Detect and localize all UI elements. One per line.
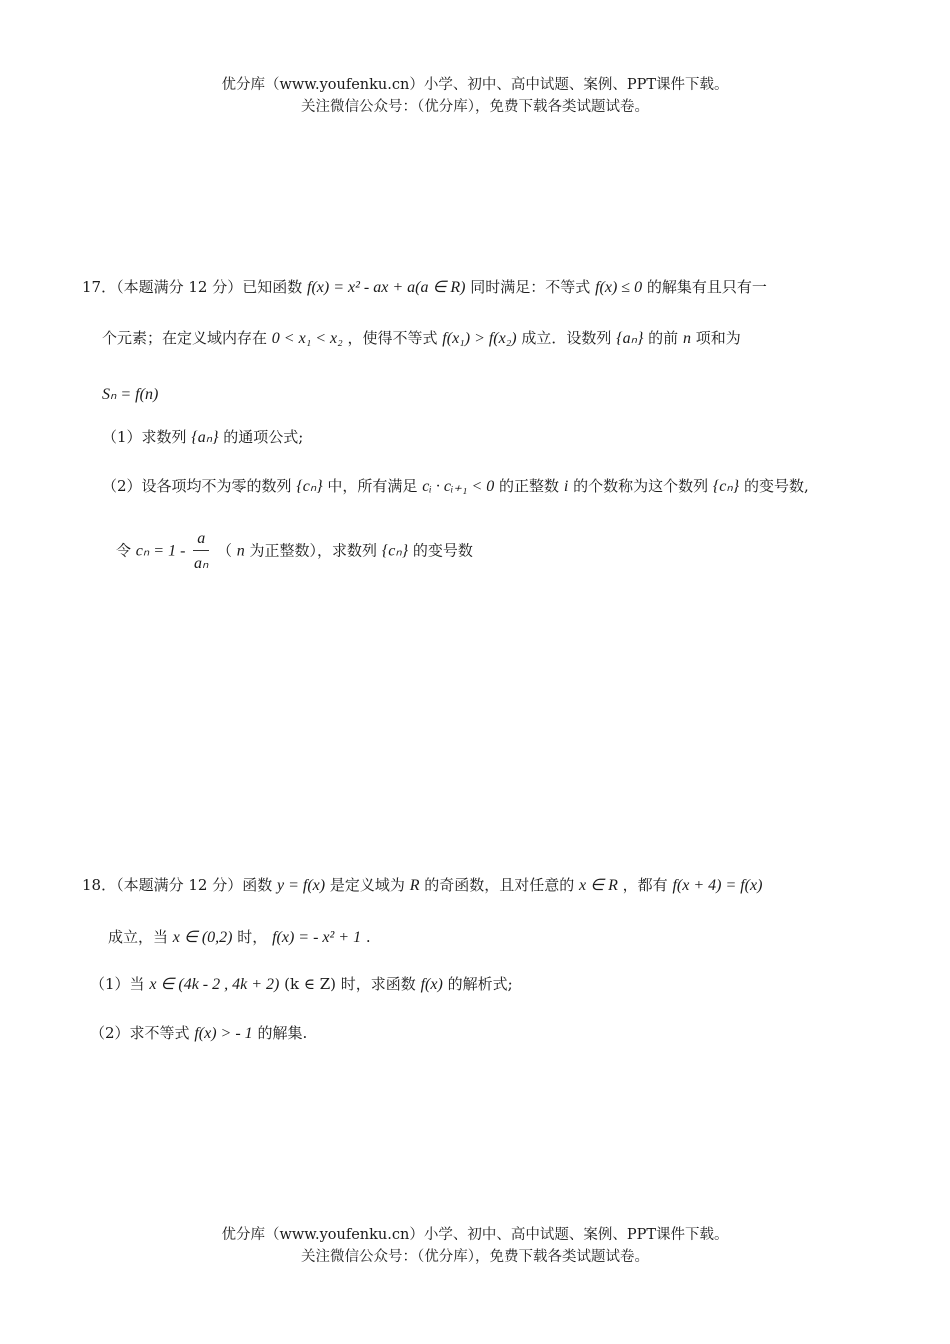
q18-part-1: （1）当 x ∈ (4k - 2 , 4k + 2) (k ∈ Z) 时，求函数 f(x) 的解析式; bbox=[90, 975, 513, 993]
header-line-2: 关注微信公众号：（优分库），免费下载各类试题试卷。 bbox=[301, 99, 649, 115]
q17-function: f(x) = x² - ax + a(a ∈ R) bbox=[307, 279, 466, 296]
q17-line-3 bbox=[102, 384, 158, 404]
header-line-1: 优分库（www.youfenku.cn）小学、初中、高中试题、案例、PPT课件下载。 bbox=[221, 77, 729, 93]
q17-line-1: 17．（本题满分 12 分）已知函数 f(x) = x² - ax + a(a ∈ R) 同时满足：不等式 f(x) ≤ 0 的解集有且只有一 bbox=[82, 278, 767, 296]
q17-inequality-2: f(x₁) > f(x₂) bbox=[442, 330, 517, 347]
page-header bbox=[0, 74, 950, 118]
page-footer bbox=[0, 1224, 950, 1268]
q17-line-2: 个元素；在定义域内存在 0 < x₁ < x₂ ，使得不等式 f(x₁) > f(x₂) 成立．设数列 {aₙ} 的前 n 项和为 bbox=[102, 329, 741, 347]
q17-condition: 0 < x₁ < x₂ bbox=[271, 330, 343, 347]
q17-part-1: （1）求数列 {aₙ} 的通项公式; bbox=[102, 428, 304, 446]
q17-sequence: {aₙ} bbox=[616, 330, 644, 347]
q18-line-2: 成立，当 x ∈ (0,2) 时， f(x) = - x² + 1 . bbox=[108, 928, 371, 946]
q17-inequality: f(x) ≤ 0 bbox=[595, 279, 643, 296]
q17-sum-formula: Sₙ = f(n) bbox=[102, 386, 159, 403]
fraction: $\frac{a}{\text{aₙ}}$ bbox=[194, 530, 209, 572]
q17-part-2: （2）设各项均不为零的数列 {cₙ} 中，所有满足 cᵢ · cᵢ₊₁ < 0 的正整数 i 的个数称为这个数列 {cₙ} 的变号数, bbox=[102, 477, 809, 495]
footer-line-2: 关注微信公众号：（优分库），免费下载各类试题试卷。 bbox=[301, 1249, 649, 1265]
footer-line-1: 优分库（www.youfenku.cn）小学、初中、高中试题、案例、PPT课件下载。 bbox=[221, 1227, 729, 1243]
q18-part-2: （2）求不等式 f(x) > - 1 的解集. bbox=[90, 1024, 308, 1042]
q18-line-1: 18．（本题满分 12 分）函数 y = f(x) 是定义域为 R 的奇函数，且对任意的 x ∈ R ，都有 f(x + 4) = f(x) bbox=[82, 876, 763, 894]
q17-part-3: 令 cₙ = 1 - $\frac{a}{\text{aₙ}}$ （ n 为正整数），求数列 {cₙ} 的变号数 bbox=[116, 530, 473, 572]
